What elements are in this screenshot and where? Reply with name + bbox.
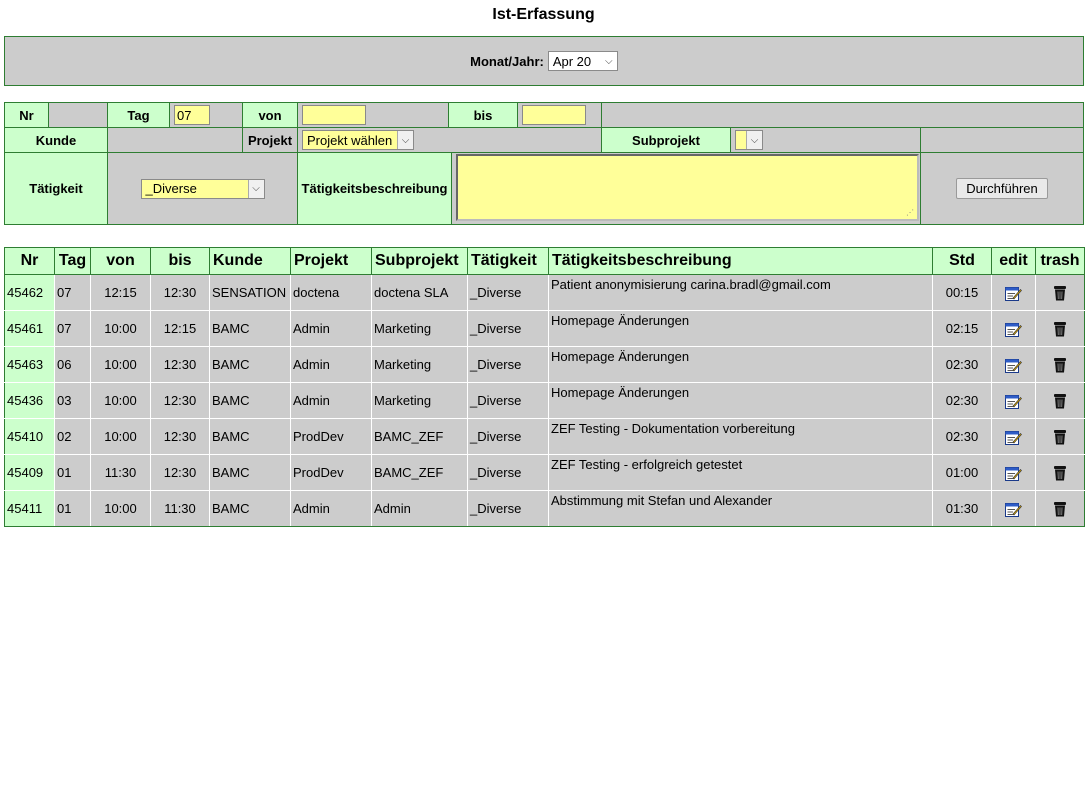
cell-taetigkeit: _Diverse: [468, 347, 549, 383]
cell-trash: [1036, 455, 1085, 491]
cell-trash: [1036, 491, 1085, 527]
cell-beschreibung: ZEF Testing - Dokumentation vorbereitung: [549, 419, 933, 455]
cell-projekt: ProdDev: [291, 419, 372, 455]
col-header-tag[interactable]: Tag: [55, 248, 91, 275]
cell-nr: 45462: [5, 275, 55, 311]
trash-icon[interactable]: [1053, 429, 1067, 445]
month-filter-label: Monat/Jahr:: [470, 53, 544, 69]
submit-cell: [920, 152, 1084, 225]
row2-filler: [920, 127, 1084, 153]
edit-icon[interactable]: [1005, 502, 1022, 517]
edit-icon[interactable]: [1005, 322, 1022, 337]
cell-bis: 12:30: [151, 455, 210, 491]
tag-label: Tag: [107, 102, 170, 128]
edit-icon[interactable]: [1005, 358, 1022, 373]
cell-kunde: BAMC: [210, 383, 291, 419]
cell-nr: 45410: [5, 419, 55, 455]
cell-nr: 45409: [5, 455, 55, 491]
cell-von: 10:00: [91, 383, 151, 419]
table-row: [5, 275, 1085, 311]
cell-subprojekt: Marketing: [372, 383, 468, 419]
cell-nr: 45461: [5, 311, 55, 347]
trash-icon[interactable]: [1053, 501, 1067, 517]
cell-kunde: BAMC: [210, 347, 291, 383]
cell-beschreibung: Patient anonymisierung carina.bradl@gmail.com: [549, 275, 933, 311]
cell-std: 02:30: [933, 419, 992, 455]
col-header-subprojekt[interactable]: Subprojekt: [372, 248, 468, 275]
resize-grip-icon[interactable]: ⋰: [906, 208, 914, 217]
cell-von: 11:30: [91, 455, 151, 491]
cell-tag: 01: [55, 491, 91, 527]
tag-cell: [169, 102, 243, 128]
table-row: [5, 419, 1085, 455]
cell-beschreibung: ZEF Testing - erfolgreich getestet: [549, 455, 933, 491]
taetigkeit-cell: [107, 152, 298, 225]
cell-subprojekt: Marketing: [372, 311, 468, 347]
bis-input[interactable]: [522, 105, 586, 125]
von-cell: [297, 102, 449, 128]
cell-trash: [1036, 347, 1085, 383]
chevron-down-icon: ⌵: [605, 55, 613, 67]
cell-projekt: Admin: [291, 311, 372, 347]
cell-edit: [992, 419, 1036, 455]
cell-tag: 07: [55, 311, 91, 347]
month-select[interactable]: [548, 51, 618, 71]
cell-bis: 12:30: [151, 383, 210, 419]
col-header-bis[interactable]: bis: [151, 248, 210, 275]
edit-icon[interactable]: [1005, 394, 1022, 409]
cell-std: 02:30: [933, 347, 992, 383]
cell-std: 02:30: [933, 383, 992, 419]
cell-taetigkeit: _Diverse: [468, 275, 549, 311]
cell-bis: 12:30: [151, 419, 210, 455]
cell-trash: [1036, 275, 1085, 311]
cell-taetigkeit: _Diverse: [468, 419, 549, 455]
cell-trash: [1036, 383, 1085, 419]
cell-taetigkeit: _Diverse: [468, 311, 549, 347]
cell-projekt: ProdDev: [291, 455, 372, 491]
month-select-value: Apr 20: [552, 53, 592, 69]
trash-icon[interactable]: [1053, 321, 1067, 337]
cell-taetigkeit: _Diverse: [468, 383, 549, 419]
col-header-edit: edit: [992, 248, 1036, 275]
cell-edit: [992, 491, 1036, 527]
cell-edit: [992, 455, 1036, 491]
col-header-std[interactable]: Std: [933, 248, 992, 275]
trash-icon[interactable]: [1053, 393, 1067, 409]
cell-tag: 07: [55, 275, 91, 311]
col-header-trash: trash: [1036, 248, 1085, 275]
cell-subprojekt: BAMC_ZEF: [372, 419, 468, 455]
cell-trash: [1036, 419, 1085, 455]
col-header-beschreibung[interactable]: Tätigkeitsbeschreibung: [549, 248, 933, 275]
cell-bis: 11:30: [151, 491, 210, 527]
projekt-select-value: Projekt wählen: [307, 132, 393, 148]
nr-value: [48, 102, 108, 128]
kunde-label: Kunde: [4, 127, 108, 153]
taetigkeit-select-value: _Diverse: [145, 181, 197, 196]
table-row: [5, 491, 1085, 527]
projekt-select[interactable]: [302, 130, 414, 150]
cell-nr: 45436: [5, 383, 55, 419]
cell-std: 00:15: [933, 275, 992, 311]
cell-beschreibung: Homepage Änderungen: [549, 311, 933, 347]
cell-tag: 03: [55, 383, 91, 419]
cell-subprojekt: BAMC_ZEF: [372, 455, 468, 491]
row1-filler: [601, 102, 1084, 128]
col-header-kunde[interactable]: Kunde: [210, 248, 291, 275]
col-header-taetigkeit[interactable]: Tätigkeit: [468, 248, 549, 275]
cell-edit: [992, 311, 1036, 347]
cell-von: 10:00: [91, 347, 151, 383]
trash-icon[interactable]: [1053, 285, 1067, 301]
chevron-down-icon: ⌵: [248, 180, 264, 198]
cell-bis: 12:15: [151, 311, 210, 347]
table-header-row: [5, 248, 1085, 275]
cell-von: 10:00: [91, 491, 151, 527]
cell-edit: [992, 347, 1036, 383]
subprojekt-cell: [730, 127, 921, 153]
month-filter-bar: [4, 36, 1084, 86]
cell-von: 10:00: [91, 311, 151, 347]
bis-cell: [517, 102, 602, 128]
cell-tag: 02: [55, 419, 91, 455]
beschreibung-textarea[interactable]: [456, 154, 919, 221]
cell-projekt: Admin: [291, 491, 372, 527]
cell-subprojekt: Admin: [372, 491, 468, 527]
cell-edit: [992, 275, 1036, 311]
table-row: [5, 347, 1085, 383]
col-header-nr[interactable]: Nr: [5, 248, 55, 275]
beschreibung-label: Tätigkeitsbeschreibung: [297, 152, 452, 225]
projekt-cell: [297, 127, 602, 153]
edit-icon[interactable]: [1005, 466, 1022, 481]
cell-edit: [992, 383, 1036, 419]
page-title: Ist-Erfassung: [492, 6, 595, 23]
trash-icon[interactable]: [1053, 465, 1067, 481]
taetigkeit-select[interactable]: [141, 179, 265, 199]
cell-projekt: doctena: [291, 275, 372, 311]
table-row: [5, 311, 1085, 347]
kunde-value: [107, 127, 243, 153]
subprojekt-label: Subprojekt: [601, 127, 731, 153]
tag-input[interactable]: 07: [174, 105, 210, 125]
cell-von: 10:00: [91, 419, 151, 455]
subprojekt-select[interactable]: [735, 130, 763, 150]
projekt-label: Projekt: [242, 127, 298, 153]
cell-projekt: Admin: [291, 347, 372, 383]
cell-taetigkeit: _Diverse: [468, 491, 549, 527]
cell-nr: 45463: [5, 347, 55, 383]
nr-label: Nr: [4, 102, 49, 128]
cell-std: 02:15: [933, 311, 992, 347]
cell-std: 01:00: [933, 455, 992, 491]
table-row: [5, 383, 1085, 419]
cell-trash: [1036, 311, 1085, 347]
edit-icon[interactable]: [1005, 430, 1022, 445]
cell-tag: 06: [55, 347, 91, 383]
cell-kunde: BAMC: [210, 491, 291, 527]
col-header-von[interactable]: von: [91, 248, 151, 275]
von-label: von: [242, 102, 298, 128]
table-row: [5, 455, 1085, 491]
submit-button[interactable]: Durchführen: [956, 178, 1048, 199]
cell-nr: 45411: [5, 491, 55, 527]
cell-beschreibung: Abstimmung mit Stefan und Alexander: [549, 491, 933, 527]
cell-std: 01:30: [933, 491, 992, 527]
cell-von: 12:15: [91, 275, 151, 311]
cell-bis: 12:30: [151, 347, 210, 383]
von-input[interactable]: [302, 105, 366, 125]
cell-kunde: BAMC: [210, 311, 291, 347]
cell-projekt: Admin: [291, 383, 372, 419]
cell-subprojekt: Marketing: [372, 347, 468, 383]
trash-icon[interactable]: [1053, 357, 1067, 373]
bis-label: bis: [448, 102, 518, 128]
cell-taetigkeit: _Diverse: [468, 455, 549, 491]
cell-kunde: BAMC: [210, 455, 291, 491]
edit-icon[interactable]: [1005, 286, 1022, 301]
cell-subprojekt: doctena SLA: [372, 275, 468, 311]
cell-beschreibung: Homepage Änderungen: [549, 347, 933, 383]
cell-kunde: SENSATION: [210, 275, 291, 311]
taetigkeit-label: Tätigkeit: [4, 152, 108, 225]
entries-table: [4, 247, 1085, 527]
chevron-down-icon: ⌵: [397, 131, 413, 149]
chevron-down-icon: ⌵: [746, 131, 762, 149]
cell-beschreibung: Homepage Änderungen: [549, 383, 933, 419]
cell-bis: 12:30: [151, 275, 210, 311]
cell-kunde: BAMC: [210, 419, 291, 455]
col-header-projekt[interactable]: Projekt: [291, 248, 372, 275]
cell-tag: 01: [55, 455, 91, 491]
